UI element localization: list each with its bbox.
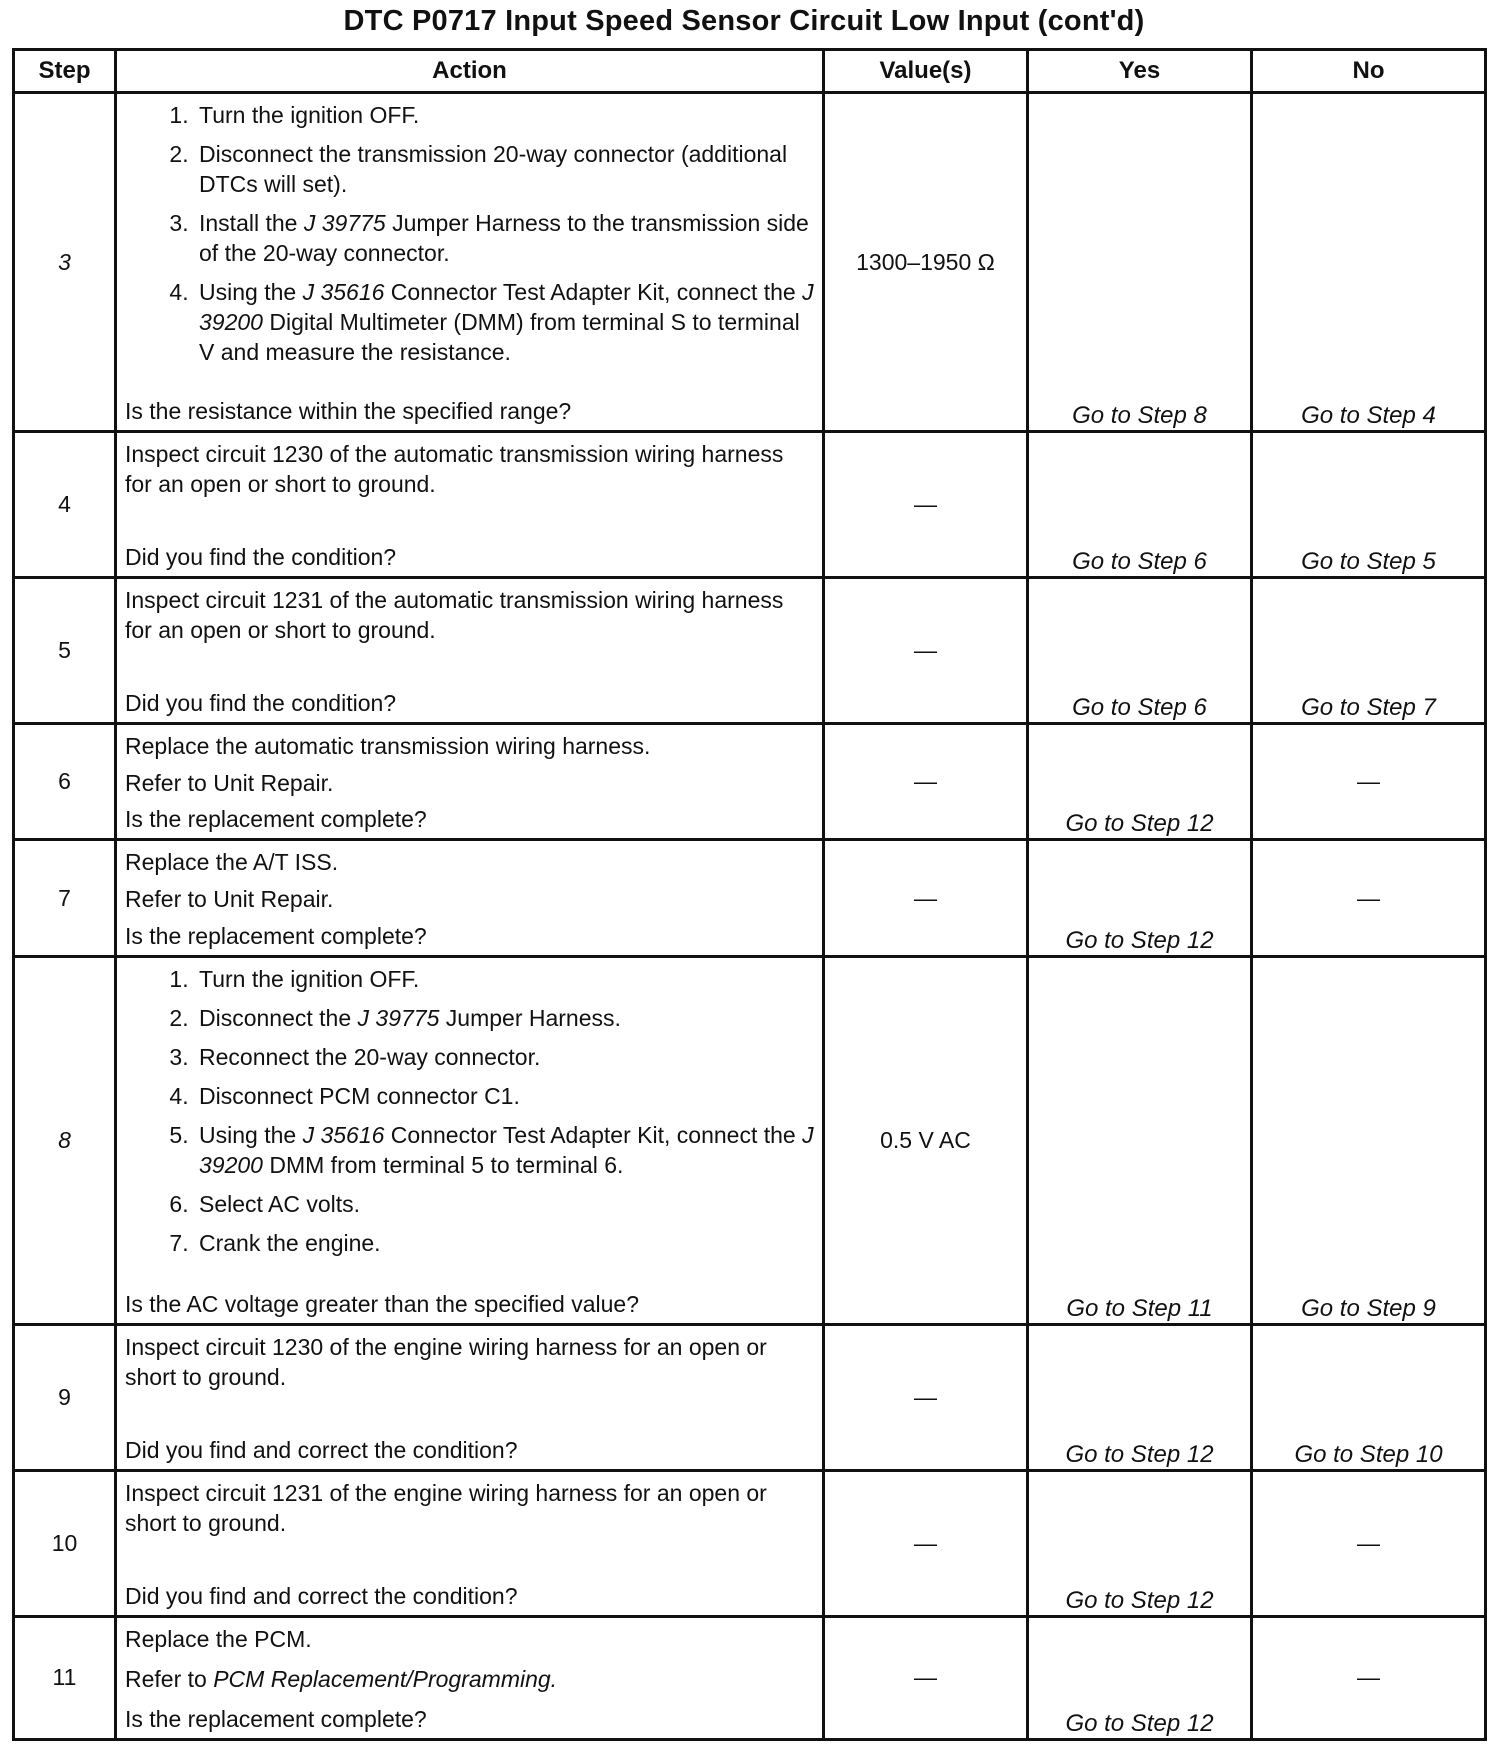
no-cell: — [1252,1616,1486,1739]
page-title: DTC P0717 Input Speed Sensor Circuit Low Input (cont'd) [343,5,1145,37]
action-refer: Refer to Unit Repair. [125,769,334,796]
action-question: Did you find and correct the condition? [125,1582,518,1609]
yes-cell: Go to Step 12 [1028,840,1252,957]
action-steps [125,100,814,371]
no-cell: Go to Step 10 [1252,1325,1486,1471]
action-step-item: 1. Turn the ignition OFF. [195,964,814,994]
action-step-item: 2. Disconnect the J 39775 Jumper Harness. [195,1003,814,1033]
yes-cell: Go to Step 11 [1028,956,1252,1324]
tool-number: J 35616 [302,1121,385,1148]
action-refer: Refer to PCM Replacement/Programming. [125,1665,558,1692]
value-cell: — [824,577,1028,723]
action-step-item: 3. Install the J 39775 Jumper Harness to the transmission side of the 20-way connector. [195,208,814,268]
action-steps [125,964,814,1262]
tool-number: J 39775 [357,1004,440,1031]
step-number: 4 [14,432,116,578]
value-cell: — [824,840,1028,957]
yes-cell: Go to Step 12 [1028,1616,1252,1739]
value-cell: — [824,723,1028,840]
action-step-item: 6. Select AC volts. [195,1189,814,1219]
action-step-item: 3. Reconnect the 20-way connector. [195,1042,814,1072]
header-no: No [1252,50,1486,93]
reference-title: PCM Replacement/Programming. [213,1665,558,1692]
step-number: 7 [14,840,116,957]
action-cell [116,1471,824,1617]
action-step-item: 1. Turn the ignition OFF. [195,100,814,130]
action-text: Replace the A/T ISS. [125,849,339,876]
diagnostic-table [12,48,1487,1741]
yes-cell: Go to Step 8 [1028,93,1252,432]
no-cell: — [1252,840,1486,957]
action-step-item: 4. Disconnect PCM connector C1. [195,1081,814,1111]
action-step-item: 4. Using the J 35616 Connector Test Adapter Kit, connect the J 39200 Digital Multimeter (DMM) from terminal S to terminal V and measure the resistance. [195,277,814,367]
table-row-step-6 [14,723,1486,840]
table-row-step-4 [14,432,1486,578]
action-step-item: 2. Disconnect the transmission 20-way connector (additional DTCs will set). [195,139,814,199]
action-cell [116,432,824,578]
step-number: 6 [14,723,116,840]
action-cell [116,1325,824,1471]
action-question: Did you find and correct the condition? [125,1437,518,1464]
header-yes: Yes [1028,50,1252,93]
value-cell: — [824,1616,1028,1739]
table-row-step-7 [14,840,1486,957]
action-question: Is the resistance within the specified range? [125,398,572,425]
table-row-step-5 [14,577,1486,723]
table-row-step-8 [14,956,1486,1324]
value-cell: — [824,1471,1028,1617]
no-cell: Go to Step 5 [1252,432,1486,578]
no-cell: — [1252,1471,1486,1617]
step-number: 11 [14,1616,116,1739]
step-number: 8 [14,956,116,1324]
yes-cell: Go to Step 6 [1028,432,1252,578]
action-cell [116,93,824,432]
tool-number: J 39200 [199,1121,814,1178]
action-refer: Refer to Unit Repair. [125,886,334,913]
value-cell: — [824,1325,1028,1471]
table-header-row [14,50,1486,93]
action-text: Inspect circuit 1230 of the engine wiring harness for an open or short to ground. [125,1334,767,1391]
step-number: 5 [14,577,116,723]
table-row-step-11 [14,1616,1486,1739]
header-action: Action [116,50,824,93]
value-cell: 1300–1950 Ω [824,93,1028,432]
header-step: Step [14,50,116,93]
no-cell: Go to Step 9 [1252,956,1486,1324]
yes-cell: Go to Step 12 [1028,1325,1252,1471]
action-step-item: 5. Using the J 35616 Connector Test Adapter Kit, connect the J 39200 DMM from terminal 5 to terminal 6. [195,1120,814,1180]
yes-cell: Go to Step 12 [1028,1471,1252,1617]
no-cell: Go to Step 4 [1252,93,1486,432]
action-text: Replace the PCM. [125,1625,312,1652]
action-question: Is the replacement complete? [125,1706,427,1732]
no-cell: — [1252,723,1486,840]
table-row-step-3 [14,93,1486,432]
action-step-item: 7. Crank the engine. [195,1228,814,1258]
action-cell [116,840,824,957]
action-question: Is the AC voltage greater than the specified value? [125,1291,639,1318]
action-question: Did you find the condition? [125,543,397,570]
action-text: Inspect circuit 1231 of the automatic transmission wiring harness for an open or short to ground. [125,586,784,643]
header-values: Value(s) [824,50,1028,93]
value-cell: — [824,432,1028,578]
action-text: Inspect circuit 1230 of the automatic transmission wiring harness for an open or short to ground. [125,441,784,498]
step-number: 3 [14,93,116,432]
action-question: Is the replacement complete? [125,806,427,833]
tool-number: J 39775 [303,210,386,236]
step-number: 10 [14,1471,116,1617]
no-cell: Go to Step 7 [1252,577,1486,723]
action-cell [116,956,824,1324]
value-cell: 0.5 V AC [824,956,1028,1324]
step-number: 9 [14,1325,116,1471]
action-text: Inspect circuit 1231 of the engine wiring harness for an open or short to ground. [125,1480,767,1537]
action-question: Is the replacement complete? [125,922,427,949]
action-question: Did you find the condition? [125,689,397,716]
action-cell [116,577,824,723]
tool-number: J 35616 [302,279,385,305]
table-row-step-9 [14,1325,1486,1471]
table-row-step-10 [14,1471,1486,1617]
tool-number: J 39200 [199,279,814,335]
yes-cell: Go to Step 6 [1028,577,1252,723]
action-cell [116,723,824,840]
action-cell [116,1616,824,1739]
yes-cell: Go to Step 12 [1028,723,1252,840]
action-text: Replace the automatic transmission wiring harness. [125,732,651,759]
